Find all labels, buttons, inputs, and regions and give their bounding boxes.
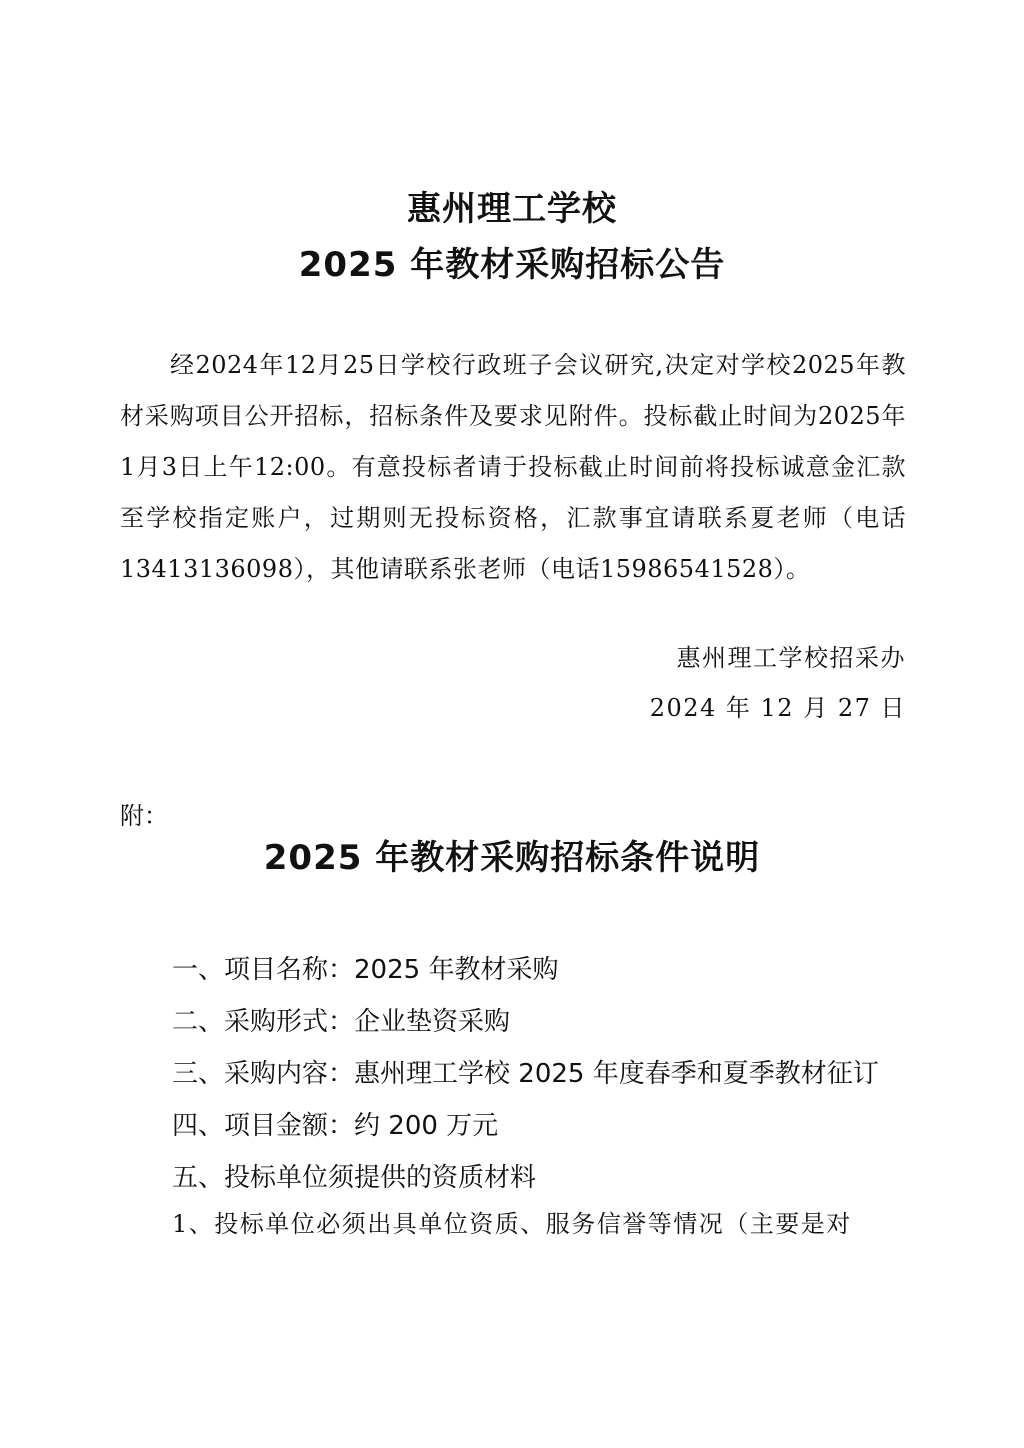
- list-item: [172, 1100, 879, 1152]
- notice-paragraph: 经2024年12月25日学校行政班子会议研究,决定对学校2025年教材采购项目公开招标，招标条件及要求见附件。投标截止时间为2025年1月3日上午12:00。有意投标者请于投标截止时间前将投标诚意金汇款至学校指定账户，过期则无投标资格，汇款事宜请联系夏老师（电话 13413136098），其他请联系张老师（电话15986541528）。: [120, 351, 906, 583]
- qualification-detail-line: 1、投标单位必须出具单位资质、服务信誉等情况（主要是对: [172, 1210, 852, 1238]
- condition-value: 惠州理工学校 2025 年度春季和夏季教材征订: [354, 1059, 879, 1089]
- list-item: [172, 1048, 879, 1100]
- list-item: [172, 944, 879, 996]
- signer-office: 惠州理工学校招采办: [676, 644, 906, 672]
- condition-label: 二、采购形式：: [172, 1007, 355, 1037]
- conditions-list: [172, 944, 879, 1204]
- list-item: [172, 996, 879, 1048]
- condition-value: 企业垫资采购: [354, 1007, 511, 1037]
- condition-label: 一、项目名称：: [172, 955, 355, 985]
- condition-value: 约 200 万元: [354, 1111, 499, 1141]
- condition-label: 四、项目金额：: [172, 1111, 355, 1141]
- attachment-label: 附：: [120, 802, 168, 830]
- attachment-title: 2025 年教材采购招标条件说明: [263, 838, 761, 878]
- condition-label: 五、投标单位须提供的资质材料: [172, 1163, 537, 1193]
- page-title-school: 惠州理工学校: [407, 189, 617, 229]
- condition-value: 2025 年教材采购: [354, 955, 559, 985]
- condition-label: 三、采购内容：: [172, 1059, 355, 1089]
- page-title-announcement: 2025 年教材采购招标公告: [298, 245, 726, 285]
- list-item: [172, 1152, 879, 1204]
- notice-date: 2024 年 12 月 27 日: [649, 694, 906, 722]
